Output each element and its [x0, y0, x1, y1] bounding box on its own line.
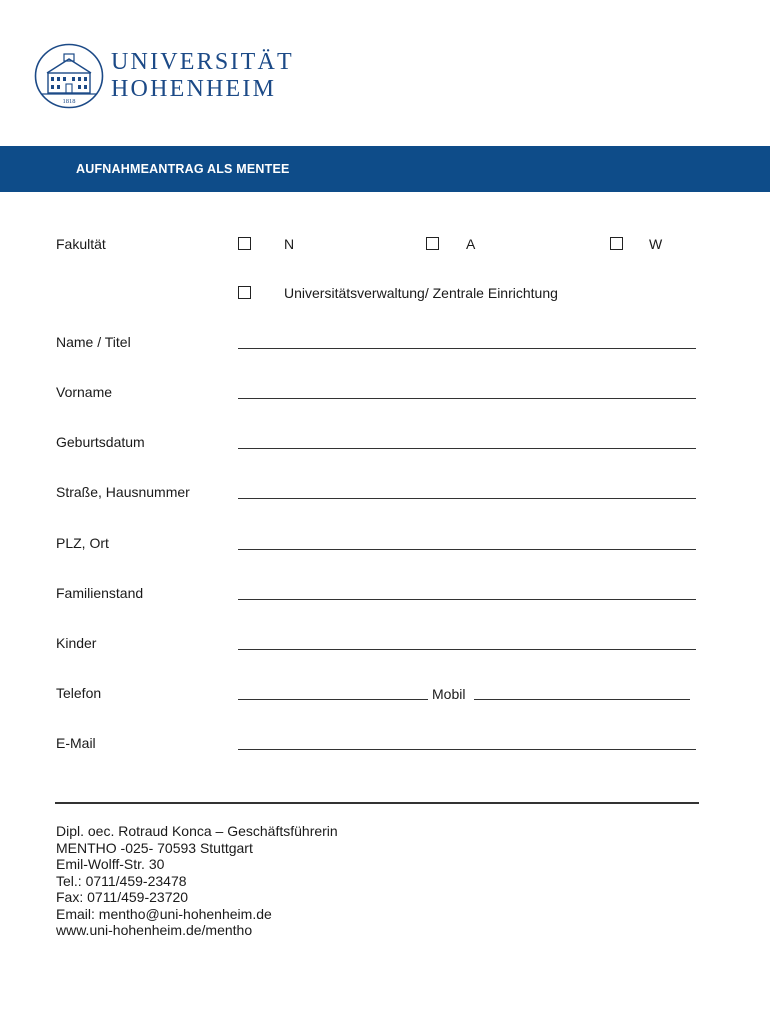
- telefon-field[interactable]: [238, 699, 428, 700]
- vorname-field[interactable]: [238, 398, 696, 399]
- title-banner: [0, 146, 770, 192]
- contact-website-line: www.uni-hohenheim.de/mentho: [56, 922, 253, 938]
- logo-text-hohenheim: HOHENHEIM: [111, 76, 277, 102]
- email-label: E-Mail: [56, 735, 96, 751]
- contact-email-line: Email: mentho@uni-hohenheim.de: [56, 905, 272, 922]
- faculty-verwaltung-checkbox[interactable]: [238, 286, 251, 299]
- name-title-label: Name / Titel: [56, 334, 131, 350]
- name-title-field[interactable]: [238, 348, 696, 349]
- email-field[interactable]: [238, 749, 696, 750]
- strasse-label: Straße, Hausnummer: [56, 484, 190, 500]
- plz-ort-label: PLZ, Ort: [56, 535, 109, 551]
- faculty-n-label: N: [284, 236, 295, 252]
- geburtsdatum-field[interactable]: [238, 448, 696, 449]
- strasse-field[interactable]: [238, 498, 696, 499]
- faculty-n-checkbox[interactable]: [238, 237, 251, 250]
- contact-address-line: MENTHO -025- 70593 Stuttgart: [56, 839, 253, 856]
- university-seal-logo: [34, 43, 104, 109]
- seal-year: 1818: [62, 98, 76, 105]
- faculty-w-checkbox[interactable]: [610, 237, 623, 250]
- contact-fax-line: Fax: 0711/459-23720: [56, 889, 189, 905]
- plz-ort-field[interactable]: [238, 549, 696, 550]
- mobil-label: Mobil: [432, 686, 466, 702]
- mobil-field[interactable]: [474, 699, 690, 700]
- familienstand-field[interactable]: [238, 599, 696, 600]
- faculty-label: Fakultät: [56, 236, 106, 252]
- faculty-verwaltung-label: Universitätsverwaltung/ Zentrale Einrichtung: [284, 285, 558, 301]
- kinder-label: Kinder: [56, 635, 97, 651]
- contact-name-line: Dipl. oec. Rotraud Konca – Geschäftsführerin: [56, 823, 338, 839]
- geburtsdatum-label: Geburtsdatum: [56, 434, 145, 450]
- vorname-label: Vorname: [56, 384, 113, 400]
- faculty-a-checkbox[interactable]: [426, 237, 439, 250]
- faculty-a-label: A: [466, 236, 476, 252]
- telefon-label: Telefon: [56, 685, 102, 701]
- faculty-w-label: W: [649, 236, 663, 252]
- contact-phone-line: Tel.: 0711/459-23478: [56, 872, 187, 889]
- contact-street-line: Emil-Wolff-Str. 30: [56, 856, 165, 872]
- familienstand-label: Familienstand: [56, 585, 144, 601]
- footer-divider: [55, 802, 699, 804]
- logo-text-universitaet: UNIVERSITÄT: [111, 49, 294, 75]
- kinder-field[interactable]: [238, 649, 696, 650]
- form-title: AUFNAHMEANTRAG ALS MENTEE: [76, 162, 290, 176]
- contact-block: [56, 823, 338, 939]
